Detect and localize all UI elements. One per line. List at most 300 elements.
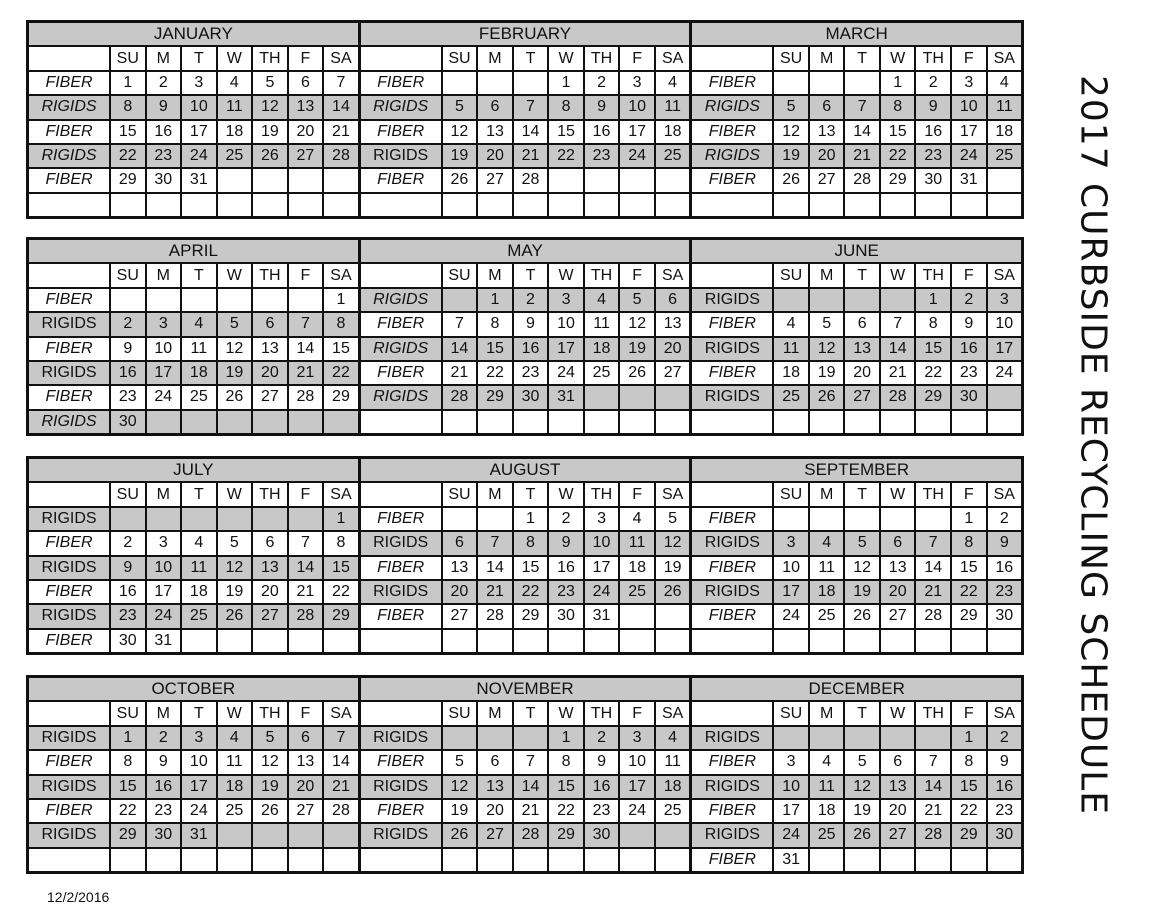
day-cell [145, 194, 181, 216]
day-cell [879, 194, 915, 216]
weekday-header: SA [986, 702, 1022, 724]
week-row [29, 628, 358, 652]
week-row [29, 143, 358, 167]
day-cell: 4 [180, 532, 216, 554]
week-row [692, 822, 1021, 846]
weekday-header: SA [986, 264, 1022, 286]
day-cell [986, 411, 1022, 433]
day-cell [512, 630, 548, 652]
day-cell [950, 630, 986, 652]
day-cell: 24 [618, 800, 654, 822]
day-cell [476, 72, 512, 94]
pickup-type-label: RIGIDS [692, 727, 772, 749]
day-cell [654, 386, 690, 408]
day-cell: 2 [547, 508, 583, 530]
day-cell: 8 [322, 532, 358, 554]
week-row [692, 70, 1021, 94]
day-cell [879, 508, 915, 530]
pickup-type-label: FIBER [708, 509, 756, 527]
day-cell: 3 [145, 532, 181, 554]
day-cell [808, 508, 844, 530]
month-name: NOVEMBER [476, 679, 574, 699]
day-cell [654, 411, 690, 433]
day-cell [547, 630, 583, 652]
day-cell [986, 849, 1022, 871]
week-row [29, 774, 358, 798]
quarter-block [26, 237, 1024, 436]
day-cell: 22 [322, 362, 358, 384]
month-title-row [361, 459, 690, 481]
day-cell: 26 [216, 605, 252, 627]
weekday-header: W [216, 264, 252, 286]
weekday-header: W [216, 483, 252, 505]
weekday-header: SU [441, 47, 477, 69]
month-name: DECEMBER [808, 679, 905, 699]
day-cell: 4 [654, 727, 690, 749]
day-cell: 23 [914, 145, 950, 167]
day-cell: 18 [654, 121, 690, 143]
week-row [29, 847, 358, 871]
day-cell: 9 [583, 96, 619, 118]
weekday-header: M [145, 264, 181, 286]
day-cell: 6 [808, 96, 844, 118]
day-cell: 25 [180, 605, 216, 627]
day-cell: 3 [547, 289, 583, 311]
week-row [361, 143, 690, 167]
day-cell: 9 [145, 751, 181, 773]
day-cell: 26 [654, 581, 690, 603]
day-cell [322, 169, 358, 191]
weekday-header-row [29, 700, 358, 724]
pickup-type-label: RIGIDS [361, 727, 441, 749]
pickup-type-label: FIBER [708, 73, 756, 91]
day-cell: 5 [843, 532, 879, 554]
weekday-header: SA [654, 264, 690, 286]
week-row [361, 70, 690, 94]
day-cell: 5 [772, 96, 808, 118]
day-cell [180, 849, 216, 871]
day-cell: 13 [476, 776, 512, 798]
month-december [689, 678, 1021, 871]
day-cell: 19 [772, 145, 808, 167]
week-row [692, 847, 1021, 871]
day-cell: 15 [322, 338, 358, 360]
month-august [358, 459, 690, 652]
day-cell: 16 [914, 121, 950, 143]
day-cell [843, 72, 879, 94]
day-cell [808, 849, 844, 871]
day-cell: 23 [547, 581, 583, 603]
day-cell [145, 849, 181, 871]
day-cell: 28 [512, 169, 548, 191]
pickup-type-label: FIBER [708, 850, 756, 868]
weekday-header: F [618, 47, 654, 69]
day-cell [251, 824, 287, 846]
day-cell: 1 [476, 289, 512, 311]
weekday-header: TH [251, 47, 287, 69]
day-cell: 12 [843, 776, 879, 798]
weekday-header-row [692, 700, 1021, 724]
day-cell: 3 [772, 532, 808, 554]
pickup-type-label: FIBER [377, 171, 425, 189]
weekday-header: T [843, 702, 879, 724]
pickup-type-label: FIBER [708, 122, 756, 140]
day-cell: 1 [322, 508, 358, 530]
month-february [358, 23, 690, 216]
day-cell [441, 194, 477, 216]
weekday-header: TH [914, 47, 950, 69]
month-title-row [692, 23, 1021, 45]
day-cell: 30 [109, 630, 145, 652]
weekday-header: TH [251, 702, 287, 724]
weekday-header: F [287, 47, 323, 69]
pickup-type-label: RIGIDS [29, 411, 109, 433]
day-cell [287, 169, 323, 191]
day-cell [914, 411, 950, 433]
weekday-header-row [361, 700, 690, 724]
day-cell: 16 [986, 557, 1022, 579]
day-cell: 6 [251, 313, 287, 335]
week-row [29, 360, 358, 384]
day-cell [216, 289, 252, 311]
day-cell: 21 [287, 362, 323, 384]
weekday-header: TH [583, 264, 619, 286]
day-cell: 24 [950, 145, 986, 167]
day-cell: 14 [322, 751, 358, 773]
day-cell: 14 [914, 557, 950, 579]
day-cell: 7 [287, 313, 323, 335]
day-cell: 7 [512, 96, 548, 118]
day-cell: 31 [772, 849, 808, 871]
day-cell: 25 [986, 145, 1022, 167]
weekday-header: SU [109, 264, 145, 286]
weekday-header: W [879, 47, 915, 69]
week-row [29, 798, 358, 822]
week-row [361, 506, 690, 530]
day-cell: 29 [322, 605, 358, 627]
day-cell: 4 [216, 72, 252, 94]
day-cell [618, 630, 654, 652]
weekday-header: F [950, 264, 986, 286]
month-name: APRIL [168, 241, 218, 261]
day-cell: 22 [950, 581, 986, 603]
weekday-header: M [476, 264, 512, 286]
day-cell: 1 [914, 289, 950, 311]
week-row [692, 725, 1021, 749]
day-cell: 12 [251, 751, 287, 773]
pickup-type-label: RIGIDS [29, 776, 109, 798]
month-title-row [692, 678, 1021, 700]
day-cell: 24 [547, 362, 583, 384]
day-cell: 30 [109, 411, 145, 433]
day-cell [583, 849, 619, 871]
day-cell: 15 [950, 557, 986, 579]
day-cell: 19 [441, 145, 477, 167]
day-cell: 28 [287, 605, 323, 627]
month-name: MAY [507, 241, 543, 261]
day-cell: 1 [950, 727, 986, 749]
day-cell [180, 411, 216, 433]
day-cell [772, 194, 808, 216]
day-cell [109, 508, 145, 530]
weekday-header: SA [986, 47, 1022, 69]
day-cell: 27 [251, 386, 287, 408]
day-cell: 24 [180, 800, 216, 822]
day-cell: 10 [986, 313, 1022, 335]
day-cell: 17 [583, 557, 619, 579]
week-row [361, 167, 690, 191]
day-cell [216, 169, 252, 191]
day-cell: 15 [512, 557, 548, 579]
day-cell: 31 [145, 630, 181, 652]
day-cell: 14 [476, 557, 512, 579]
day-cell [879, 630, 915, 652]
day-cell: 20 [476, 145, 512, 167]
day-cell [441, 72, 477, 94]
day-cell: 19 [251, 121, 287, 143]
day-cell: 20 [879, 800, 915, 822]
pickup-type-label: RIGIDS [29, 605, 109, 627]
weekday-header: F [950, 483, 986, 505]
weekday-header: F [287, 483, 323, 505]
day-cell: 31 [180, 824, 216, 846]
day-cell: 16 [109, 362, 145, 384]
day-cell: 26 [251, 145, 287, 167]
day-cell: 9 [109, 557, 145, 579]
day-cell: 28 [476, 605, 512, 627]
weekday-header: W [216, 702, 252, 724]
day-cell: 17 [772, 800, 808, 822]
day-cell: 19 [843, 800, 879, 822]
day-cell [251, 411, 287, 433]
week-row [361, 287, 690, 311]
weekday-header: F [618, 483, 654, 505]
day-cell: 4 [180, 313, 216, 335]
day-cell: 6 [441, 532, 477, 554]
pickup-type-label: FIBER [377, 315, 425, 333]
day-cell: 13 [654, 313, 690, 335]
day-cell [322, 824, 358, 846]
week-row [692, 360, 1021, 384]
day-cell: 25 [654, 800, 690, 822]
day-cell: 9 [986, 532, 1022, 554]
pickup-type-label: RIGIDS [692, 96, 772, 118]
day-cell [879, 849, 915, 871]
day-cell [772, 411, 808, 433]
week-row [29, 822, 358, 846]
day-cell: 12 [216, 338, 252, 360]
day-cell: 9 [109, 338, 145, 360]
day-cell: 11 [808, 776, 844, 798]
weekday-header: SU [772, 47, 808, 69]
day-cell: 8 [950, 532, 986, 554]
day-cell: 29 [109, 169, 145, 191]
weekday-header: T [512, 264, 548, 286]
day-cell: 3 [618, 72, 654, 94]
weekday-header: T [512, 47, 548, 69]
day-cell: 16 [145, 776, 181, 798]
weekday-header: TH [914, 264, 950, 286]
week-row [361, 555, 690, 579]
day-cell [287, 849, 323, 871]
weekday-header: M [145, 47, 181, 69]
day-cell: 20 [251, 581, 287, 603]
day-cell: 13 [251, 557, 287, 579]
week-row [361, 119, 690, 143]
pickup-type-label: RIGIDS [361, 581, 441, 603]
day-cell: 14 [512, 776, 548, 798]
week-row [692, 749, 1021, 773]
day-cell: 14 [322, 96, 358, 118]
day-cell: 8 [879, 96, 915, 118]
day-cell: 10 [180, 751, 216, 773]
day-cell: 20 [287, 121, 323, 143]
day-cell: 21 [441, 362, 477, 384]
day-cell: 27 [843, 386, 879, 408]
week-row [692, 94, 1021, 118]
day-cell [843, 194, 879, 216]
day-cell [547, 411, 583, 433]
weekday-header: M [476, 702, 512, 724]
day-cell: 2 [145, 72, 181, 94]
pickup-type-label: RIGIDS [692, 581, 772, 603]
day-cell [512, 727, 548, 749]
day-cell: 25 [618, 581, 654, 603]
day-cell: 11 [216, 96, 252, 118]
week-row [692, 311, 1021, 335]
weekday-header: SA [322, 264, 358, 286]
pickup-type-label: FIBER [377, 73, 425, 91]
day-cell: 29 [950, 605, 986, 627]
pickup-type-label [29, 194, 109, 216]
day-cell: 25 [808, 605, 844, 627]
weekday-header: TH [583, 47, 619, 69]
day-cell: 18 [808, 581, 844, 603]
day-cell: 29 [109, 824, 145, 846]
weekday-header: M [808, 47, 844, 69]
label-header-cell [361, 264, 441, 286]
day-cell: 2 [583, 72, 619, 94]
day-cell [618, 605, 654, 627]
day-cell: 11 [180, 338, 216, 360]
day-cell: 14 [843, 121, 879, 143]
day-cell: 18 [583, 338, 619, 360]
day-cell: 1 [547, 72, 583, 94]
day-cell: 31 [547, 386, 583, 408]
day-cell [808, 727, 844, 749]
day-cell: 9 [145, 96, 181, 118]
weekday-header: W [879, 264, 915, 286]
weekday-header: M [145, 483, 181, 505]
month-title-row [692, 459, 1021, 481]
month-september [689, 459, 1021, 652]
week-row [29, 409, 358, 433]
day-cell: 3 [618, 727, 654, 749]
day-cell: 10 [145, 338, 181, 360]
day-cell: 24 [145, 386, 181, 408]
day-cell: 1 [109, 727, 145, 749]
day-cell: 13 [808, 121, 844, 143]
day-cell [476, 194, 512, 216]
day-cell [843, 849, 879, 871]
month-title-row [29, 678, 358, 700]
weekday-header: SU [441, 702, 477, 724]
day-cell [287, 289, 323, 311]
week-row [29, 506, 358, 530]
day-cell: 28 [322, 145, 358, 167]
day-cell: 30 [547, 605, 583, 627]
day-cell: 18 [772, 362, 808, 384]
day-cell [476, 411, 512, 433]
day-cell [216, 411, 252, 433]
week-row [29, 579, 358, 603]
weekday-header: T [512, 483, 548, 505]
month-name: SEPTEMBER [804, 460, 910, 480]
day-cell: 5 [251, 727, 287, 749]
week-row [361, 774, 690, 798]
pickup-type-label: FIBER [377, 364, 425, 382]
pickup-type-label: RIGIDS [692, 532, 772, 554]
day-cell: 23 [145, 145, 181, 167]
day-cell: 5 [216, 532, 252, 554]
day-cell: 26 [772, 169, 808, 191]
month-april [29, 240, 358, 433]
day-cell: 11 [180, 557, 216, 579]
day-cell: 2 [109, 532, 145, 554]
weekday-header: M [808, 702, 844, 724]
day-cell: 15 [476, 338, 512, 360]
day-cell: 14 [914, 776, 950, 798]
weekday-header-row [361, 481, 690, 505]
day-cell [914, 508, 950, 530]
weekday-header-row [29, 45, 358, 69]
day-cell: 7 [914, 532, 950, 554]
week-row [361, 628, 690, 652]
day-cell [476, 727, 512, 749]
day-cell [216, 849, 252, 871]
day-cell: 28 [441, 386, 477, 408]
day-cell [808, 194, 844, 216]
day-cell: 7 [287, 532, 323, 554]
day-cell [547, 194, 583, 216]
day-cell: 15 [322, 557, 358, 579]
day-cell: 21 [914, 800, 950, 822]
day-cell: 19 [654, 557, 690, 579]
week-row [692, 409, 1021, 433]
week-row [29, 530, 358, 554]
pickup-type-label: FIBER [708, 364, 756, 382]
day-cell: 27 [287, 145, 323, 167]
day-cell [654, 605, 690, 627]
weekday-header: T [843, 483, 879, 505]
day-cell: 7 [441, 313, 477, 335]
day-cell [145, 289, 181, 311]
day-cell: 27 [879, 605, 915, 627]
day-cell: 18 [986, 121, 1022, 143]
weekday-header: SU [441, 264, 477, 286]
day-cell [843, 630, 879, 652]
weekday-header: T [180, 264, 216, 286]
day-cell: 29 [879, 169, 915, 191]
quarter-block [26, 456, 1024, 655]
month-name: AUGUST [489, 460, 561, 480]
weekday-header: SU [109, 483, 145, 505]
day-cell: 21 [512, 145, 548, 167]
weekday-header-row [692, 262, 1021, 286]
week-row [692, 167, 1021, 191]
day-cell: 29 [512, 605, 548, 627]
day-cell [287, 630, 323, 652]
